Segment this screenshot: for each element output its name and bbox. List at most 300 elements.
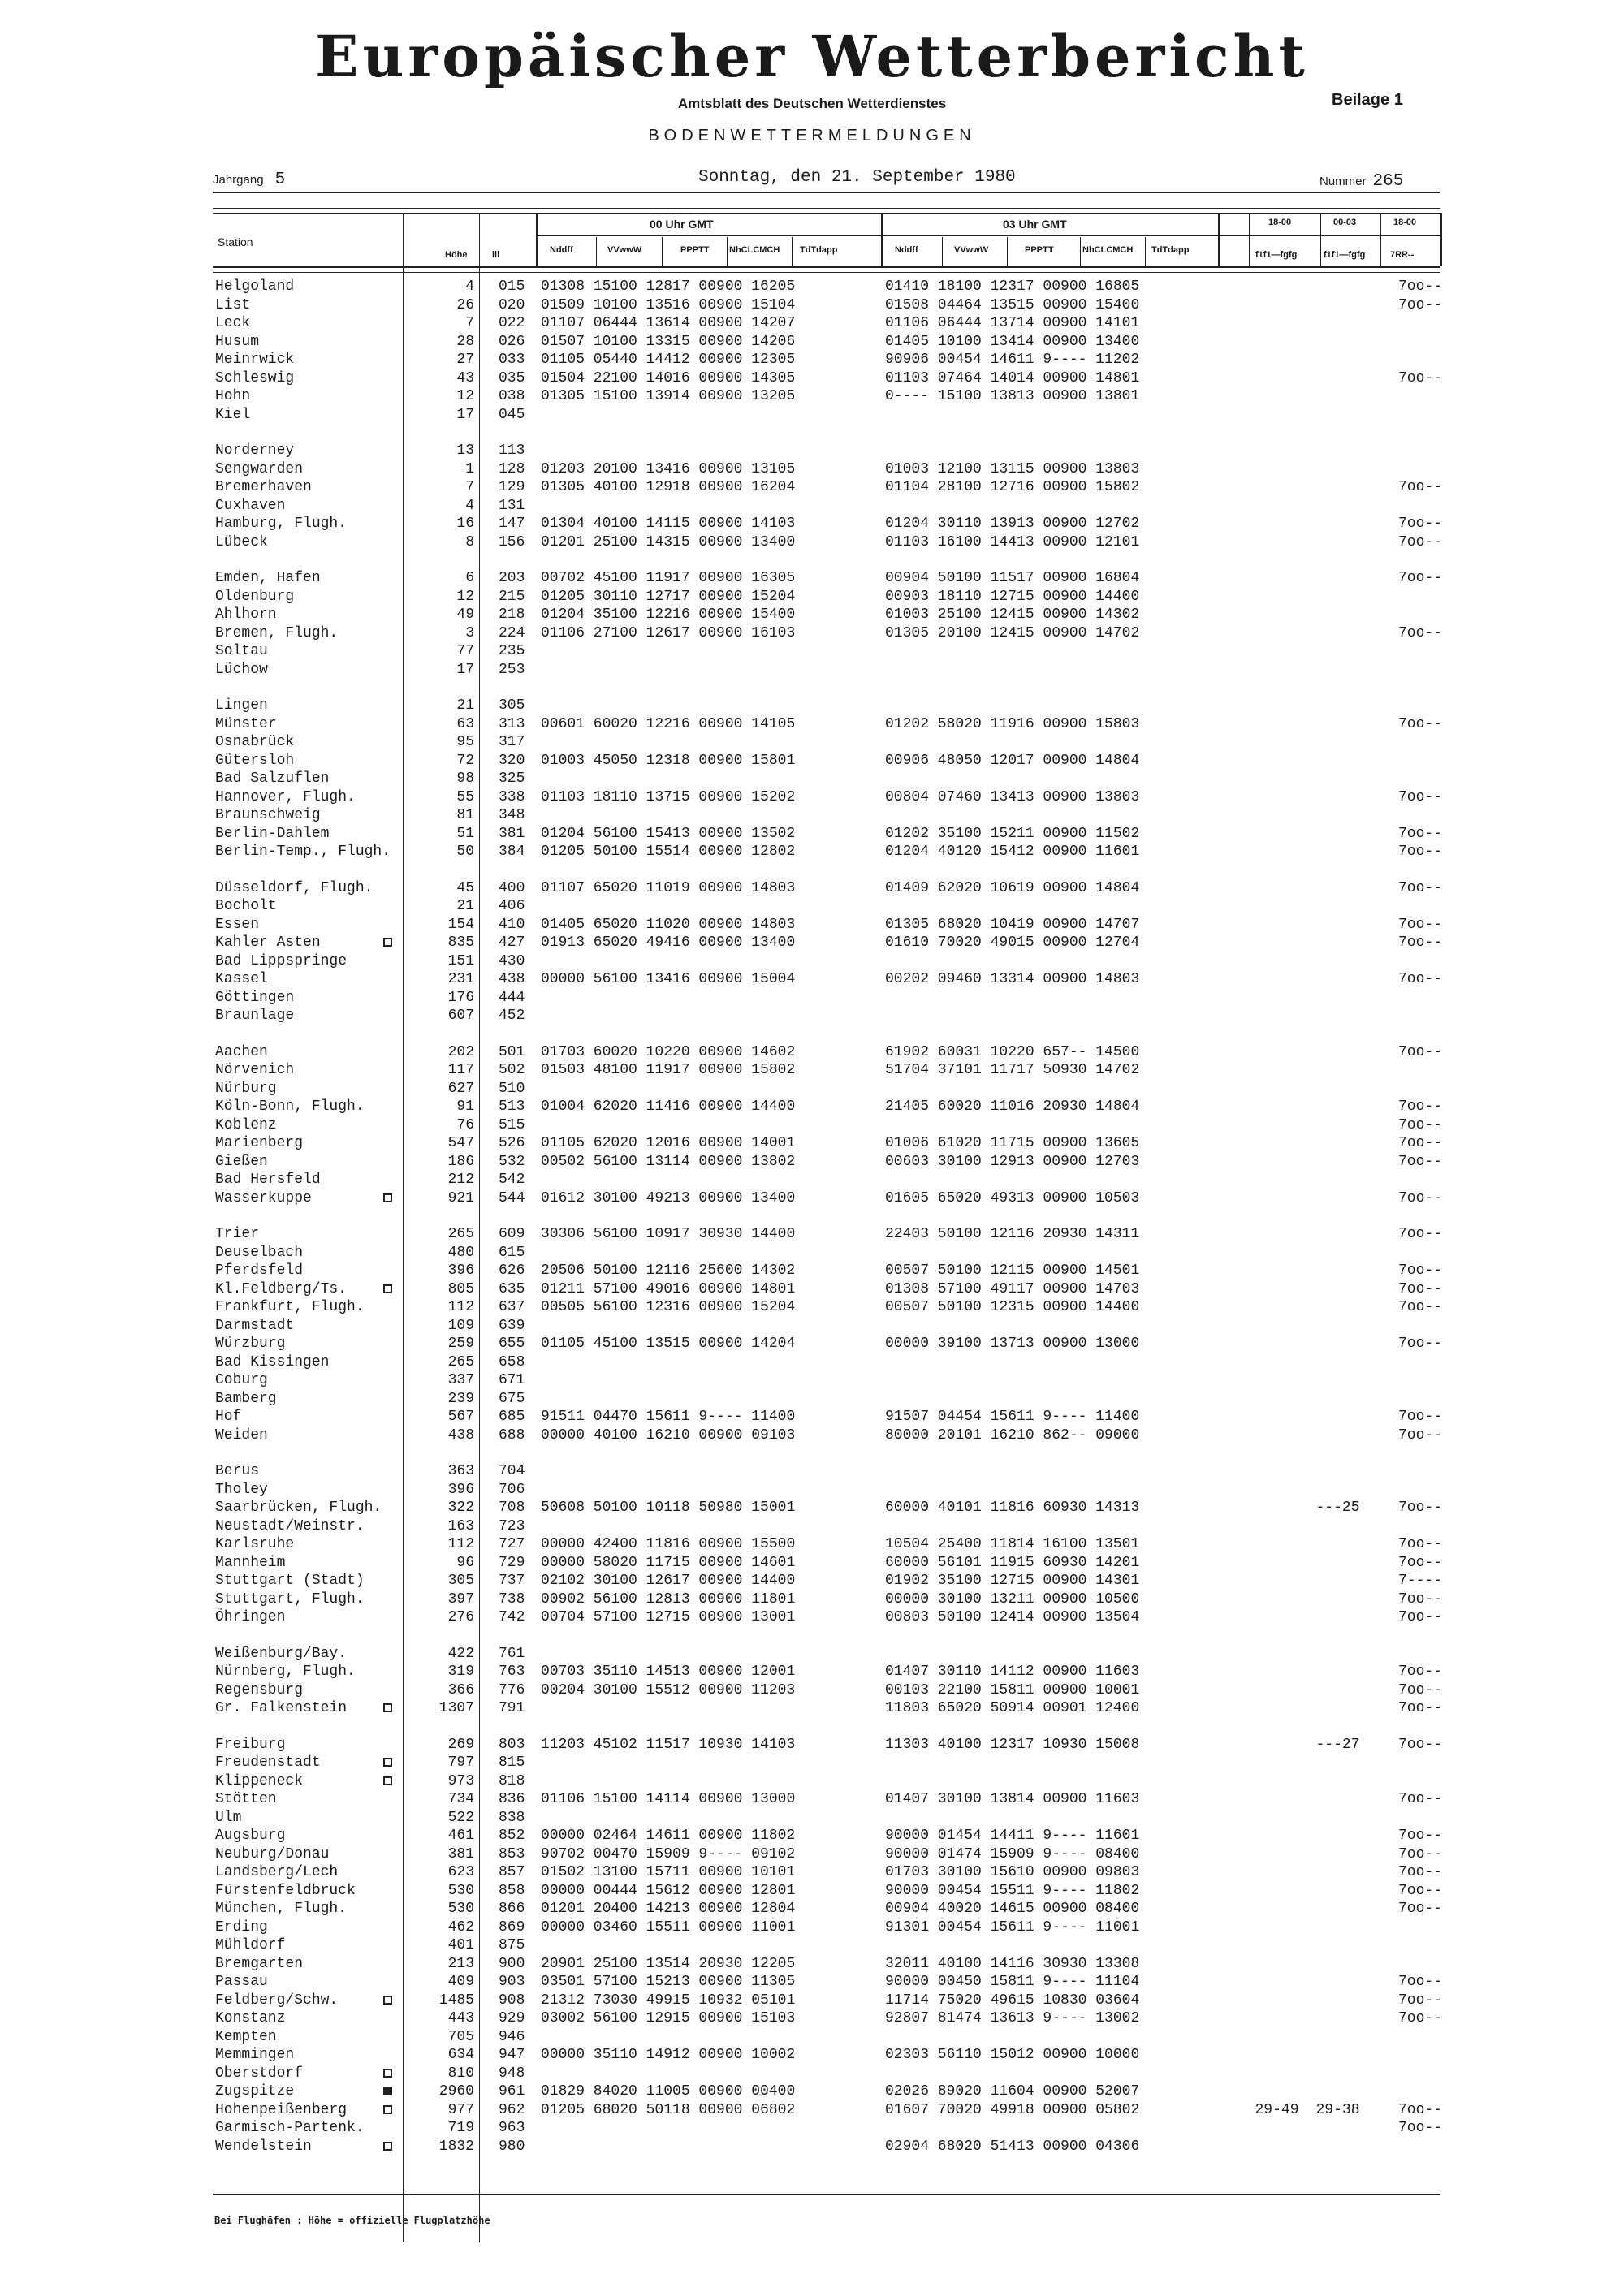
- station-iii: 875: [499, 1937, 525, 1953]
- station-iii: 869: [499, 1919, 525, 1936]
- obs-00-utc: 91511 04470 15611 9---- 11400: [541, 1409, 796, 1425]
- station-name: Weißenburg/Bay.: [215, 1646, 348, 1662]
- station-hoehe: 27: [456, 352, 474, 368]
- station-iii: 406: [499, 898, 525, 914]
- station-name: Kempten: [215, 2029, 277, 2045]
- station-hoehe: 530: [447, 1901, 474, 1917]
- obs-00-utc: 30306 56100 10917 30930 14400: [541, 1226, 796, 1242]
- obs-00-utc: 01107 65020 11019 00900 14803: [541, 880, 796, 896]
- station-name: Wasserkuppe: [215, 1190, 312, 1206]
- obs-03-utc: 00000 30100 13211 00900 10500: [885, 1591, 1140, 1608]
- obs-00-utc: 01405 65020 11020 00900 14803: [541, 917, 796, 933]
- obs-03-utc: 91301 00454 15611 9---- 11001: [885, 1919, 1140, 1936]
- obs-03-utc: 90000 00454 15511 9---- 11802: [885, 1883, 1140, 1899]
- station-name: Erding: [215, 1919, 268, 1936]
- station-name: Sengwarden: [215, 461, 304, 477]
- station-iii: 147: [499, 516, 525, 532]
- table-row: [0, 1335, 1624, 1353]
- obs-03-utc: 01006 61020 11715 00900 13605: [885, 1135, 1140, 1151]
- obs-00-utc: 01103 18110 13715 00900 15202: [541, 789, 796, 805]
- station-hoehe: 112: [447, 1536, 474, 1552]
- obs-03-utc: 51704 37101 11717 50930 14702: [885, 1062, 1140, 1078]
- table-row: [0, 1171, 1624, 1189]
- station-name: Konstanz: [215, 2010, 286, 2026]
- obs-03-utc: 01410 18100 12317 00900 16805: [885, 278, 1140, 295]
- table-row: [0, 1827, 1624, 1845]
- station-hoehe: 623: [447, 1864, 474, 1880]
- station-hoehe: 45: [456, 880, 474, 896]
- station-name: Kiel: [215, 407, 251, 423]
- station-iii: 852: [499, 1828, 525, 1844]
- station-name: Bremgarten: [215, 1956, 304, 1972]
- precip-group: 7oo--: [1397, 1974, 1442, 1990]
- station-name: Oldenburg: [215, 589, 295, 605]
- table-row: [0, 1663, 1624, 1681]
- station-hoehe: 81: [456, 807, 474, 823]
- table-row: [0, 989, 1624, 1007]
- obs-00-utc: 01913 65020 49416 00900 13400: [541, 934, 796, 951]
- station-name: List: [215, 297, 251, 313]
- table-row: [0, 1900, 1624, 1918]
- table-row: [0, 1790, 1624, 1808]
- obs-00-utc: 01205 68020 50118 00900 06802: [541, 2102, 796, 2118]
- precip-group: 7oo--: [1397, 1190, 1442, 1206]
- station-name: Regensburg: [215, 1682, 304, 1698]
- station-hoehe: 705: [447, 2029, 474, 2045]
- obs-03-utc: 00103 22100 15811 00900 10001: [885, 1682, 1140, 1698]
- filled-square-marker: [383, 2087, 392, 2095]
- station-name: Kahler Asten: [215, 934, 321, 951]
- station-iii: 723: [499, 1518, 525, 1534]
- station-iii: 858: [499, 1883, 525, 1899]
- jahrgang-label: Jahrgang: [213, 173, 264, 187]
- obs-00-utc: 11203 45102 11517 10930 14103: [541, 1737, 796, 1753]
- station-iii: 675: [499, 1391, 525, 1407]
- obs-00-utc: 00505 56100 12316 00900 15204: [541, 1299, 796, 1315]
- precip-group: 7oo--: [1397, 1536, 1442, 1552]
- station-iii: 761: [499, 1646, 525, 1662]
- station-iii: 609: [499, 1226, 525, 1242]
- station-iii: 129: [499, 479, 525, 495]
- station-hoehe: 96: [456, 1555, 474, 1571]
- obs-03-utc: 22403 50100 12116 20930 14311: [885, 1226, 1140, 1242]
- station-iii: 908: [499, 1992, 525, 2009]
- precip-group: 7oo--: [1397, 1299, 1442, 1315]
- obs-00-utc: 01204 35100 12216 00900 15400: [541, 606, 796, 623]
- station-iii: 727: [499, 1536, 525, 1552]
- station-hoehe: 401: [447, 1937, 474, 1953]
- header-03-uhr: 03 Uhr GMT: [1003, 218, 1067, 231]
- nummer: [1320, 172, 1403, 191]
- table-row: [0, 1408, 1624, 1426]
- station-name: Hamburg, Flugh.: [215, 516, 348, 532]
- precip-group: 7oo--: [1397, 1555, 1442, 1571]
- station-name: Cuxhaven: [215, 498, 286, 514]
- table-row: [0, 333, 1624, 351]
- station-iii: 963: [499, 2120, 525, 2136]
- station-hoehe: 16: [456, 516, 474, 532]
- obs-00-utc: 00000 58020 11715 00900 14601: [541, 1555, 796, 1571]
- table-row: [0, 1863, 1624, 1881]
- station-iii: 706: [499, 1482, 525, 1498]
- precip-group: 7oo--: [1397, 1828, 1442, 1844]
- table-row: [0, 1754, 1624, 1772]
- jahrgang-value: 5: [274, 170, 286, 189]
- obs-00-utc: 00000 02464 14611 00900 11802: [541, 1828, 796, 1844]
- station-name: Memmingen: [215, 2047, 295, 2063]
- obs-03-utc: 01204 30110 13913 00900 12702: [885, 516, 1140, 532]
- station-hoehe: 363: [447, 1463, 474, 1479]
- precip-group: 7oo--: [1397, 1700, 1442, 1716]
- square-marker: [383, 1284, 392, 1293]
- station-name: Gießen: [215, 1154, 268, 1170]
- station-name: Gütersloh: [215, 753, 295, 769]
- table-row: [0, 351, 1624, 369]
- obs-03-utc: 80000 20101 16210 862-- 09000: [885, 1427, 1140, 1444]
- obs-03-utc: 02303 56110 15012 00900 10000: [885, 2047, 1140, 2063]
- table-row: [0, 1608, 1624, 1626]
- station-name: Tholey: [215, 1482, 268, 1498]
- station-name: Hof: [215, 1409, 242, 1425]
- station-iii: 038: [499, 388, 525, 404]
- precip-group: 7oo--: [1397, 516, 1442, 532]
- station-iii: 815: [499, 1754, 525, 1771]
- station-name: Karlsruhe: [215, 1536, 295, 1552]
- station-hoehe: 4: [465, 498, 474, 514]
- table-row: [0, 442, 1624, 460]
- table-row: [0, 1134, 1624, 1152]
- obs-00-utc: 01612 30100 49213 00900 13400: [541, 1190, 796, 1206]
- table-row: [0, 1353, 1624, 1371]
- station-name: Braunschweig: [215, 807, 321, 823]
- station-hoehe: 462: [447, 1919, 474, 1936]
- precip-group: 7oo--: [1397, 917, 1442, 933]
- precip-group: 7oo--: [1397, 1682, 1442, 1698]
- station-name: Göttingen: [215, 990, 295, 1006]
- precip-group: 7oo--: [1397, 1044, 1442, 1060]
- station-name: Emden, Hafen: [215, 570, 321, 586]
- header-period-3-sub: 7RR--: [1390, 250, 1415, 260]
- station-iii: 738: [499, 1591, 525, 1608]
- station-name: Soltau: [215, 643, 268, 659]
- obs-03-utc: 00903 18110 12715 00900 14400: [885, 589, 1140, 605]
- station-name: Essen: [215, 917, 260, 933]
- header-00-col-3: PPPTT: [680, 245, 710, 255]
- station-name: Lübeck: [215, 534, 268, 550]
- station-name: Lüchow: [215, 662, 268, 678]
- station-name: Nürnberg, Flugh.: [215, 1664, 356, 1680]
- station-hoehe: 305: [447, 1573, 474, 1589]
- station-hoehe: 567: [447, 1409, 474, 1425]
- table-row: [0, 2046, 1624, 2064]
- station-name: Öhringen: [215, 1609, 286, 1625]
- station-hoehe: 202: [447, 1044, 474, 1060]
- obs-03-utc: 00906 48050 12017 00900 14804: [885, 753, 1140, 769]
- square-marker: [383, 1193, 392, 1202]
- obs-03-utc: 60000 40101 11816 60930 14313: [885, 1500, 1140, 1516]
- station-iii: 400: [499, 880, 525, 896]
- obs-03-utc: 00507 50100 12315 00900 14400: [885, 1299, 1140, 1315]
- header-period-1-sub: f1f1—fgfg: [1255, 250, 1298, 260]
- square-marker: [383, 1758, 392, 1767]
- table-row: [0, 1809, 1624, 1827]
- table-row: [0, 879, 1624, 897]
- station-hoehe: 627: [447, 1081, 474, 1097]
- station-hoehe: 797: [447, 1754, 474, 1771]
- obs-03-utc: 01106 06444 13714 00900 14101: [885, 315, 1140, 331]
- station-hoehe: 337: [447, 1372, 474, 1388]
- obs-00-utc: 01003 45050 12318 00900 15801: [541, 753, 796, 769]
- obs-03-utc: 01610 70020 49015 00900 12704: [885, 934, 1140, 951]
- header-period-2-sub: f1f1—fgfg: [1324, 250, 1366, 260]
- header-00-uhr: 00 Uhr GMT: [650, 218, 714, 231]
- station-name: Helgoland: [215, 278, 295, 295]
- station-name: Trier: [215, 1226, 260, 1242]
- station-hoehe: 231: [447, 971, 474, 987]
- station-iii: 501: [499, 1044, 525, 1060]
- station-hoehe: 734: [447, 1791, 474, 1807]
- station-hoehe: 7: [465, 315, 474, 331]
- precip-group: 7oo--: [1397, 1500, 1442, 1516]
- header-hoehe: Höhe: [445, 250, 468, 260]
- obs-00-utc: 01201 20400 14213 00900 12804: [541, 1901, 796, 1917]
- obs-03-utc: 00603 30100 12913 00900 12703: [885, 1154, 1140, 1170]
- obs-00-utc: 20506 50100 12116 25600 14302: [541, 1262, 796, 1279]
- obs-03-utc: 01003 12100 13115 00900 13803: [885, 461, 1140, 477]
- station-iii: 515: [499, 1117, 525, 1133]
- table-row: [0, 1772, 1624, 1790]
- table-row: [0, 588, 1624, 606]
- obs-00-utc: 01105 45100 13515 00900 14204: [541, 1336, 796, 1352]
- precip-group: 7oo--: [1397, 297, 1442, 313]
- station-hoehe: 396: [447, 1262, 474, 1279]
- station-name: Koblenz: [215, 1117, 277, 1133]
- table-row: [0, 843, 1624, 861]
- station-name: Würzburg: [215, 1336, 286, 1352]
- station-hoehe: 51: [456, 826, 474, 842]
- precip-group: 7oo--: [1397, 1737, 1442, 1753]
- station-name: Oberstdorf: [215, 2065, 304, 2082]
- table-row: [0, 1153, 1624, 1171]
- station-name: Bremerhaven: [215, 479, 312, 495]
- table-row: [0, 752, 1624, 770]
- precip-group: 7----: [1397, 1573, 1442, 1589]
- station-name: Nürburg: [215, 1081, 277, 1097]
- station-iii: 203: [499, 570, 525, 586]
- obs-03-utc: 01202 58020 11916 00900 15803: [885, 716, 1140, 732]
- station-hoehe: 265: [447, 1226, 474, 1242]
- obs-03-utc: 01003 25100 12415 00900 14302: [885, 606, 1140, 623]
- square-marker: [383, 2105, 392, 2114]
- station-hoehe: 43: [456, 370, 474, 386]
- obs-03-utc: 10504 25400 11814 16100 13501: [885, 1536, 1140, 1552]
- station-iii: 427: [499, 934, 525, 951]
- table-row: [0, 952, 1624, 970]
- table-row: [0, 1080, 1624, 1098]
- obs-03-utc: 00507 50100 12115 00900 14501: [885, 1262, 1140, 1279]
- obs-03-utc: 00904 50100 11517 00900 16804: [885, 570, 1140, 586]
- station-hoehe: 77: [456, 643, 474, 659]
- station-hoehe: 213: [447, 1956, 474, 1972]
- table-row: [0, 897, 1624, 915]
- header-rule-thin: [213, 208, 1440, 209]
- obs-03-utc: 01407 30110 14112 00900 11603: [885, 1664, 1140, 1680]
- station-iii: 838: [499, 1810, 525, 1826]
- precip-group: 7oo--: [1397, 1262, 1442, 1279]
- table-row: [0, 661, 1624, 679]
- station-name: Kl.Feldberg/Ts.: [215, 1281, 348, 1297]
- station-name: Zugspitze: [215, 2083, 295, 2100]
- station-hoehe: 438: [447, 1427, 474, 1444]
- document-title: Europäischer Wetterbericht: [315, 23, 1309, 90]
- obs-03-utc: 01103 16100 14413 00900 12101: [885, 534, 1140, 550]
- obs-00-utc: 01305 15100 13914 00900 13205: [541, 388, 796, 404]
- station-iii: 410: [499, 917, 525, 933]
- station-name: Bad Salzuflen: [215, 770, 330, 787]
- station-iii: 658: [499, 1354, 525, 1370]
- station-hoehe: 26: [456, 297, 474, 313]
- obs-00-utc: 01107 06444 13614 00900 14207: [541, 315, 796, 331]
- station-name: Meinrwick: [215, 352, 295, 368]
- square-marker: [383, 1703, 392, 1712]
- table-row: [0, 533, 1624, 551]
- table-row: [0, 1992, 1624, 2009]
- table-row: [0, 296, 1624, 314]
- square-marker: [383, 1776, 392, 1785]
- station-hoehe: 322: [447, 1500, 474, 1516]
- station-iii: 635: [499, 1281, 525, 1297]
- header-iii: iii: [492, 250, 500, 260]
- station-name: Bad Hersfeld: [215, 1172, 321, 1188]
- station-iii: 320: [499, 753, 525, 769]
- header-00-col-2: VVwwW: [607, 245, 642, 255]
- station-name: Freudenstadt: [215, 1754, 321, 1771]
- station-hoehe: 112: [447, 1299, 474, 1315]
- station-name: Schleswig: [215, 370, 295, 386]
- station-iii: 526: [499, 1135, 525, 1151]
- station-iii: 438: [499, 971, 525, 987]
- obs-03-utc: 01405 10100 13414 00900 13400: [885, 334, 1140, 350]
- obs-03-utc: 11803 65020 50914 00901 12400: [885, 1700, 1140, 1716]
- header-03-col-2: VVwwW: [954, 245, 989, 255]
- obs-03-utc: 01308 57100 49117 00900 14703: [885, 1281, 1140, 1297]
- gust-00-03: 29-38: [1315, 2102, 1360, 2118]
- station-name: Gr. Falkenstein: [215, 1700, 348, 1716]
- station-hoehe: 607: [447, 1008, 474, 1024]
- station-hoehe: 835: [447, 934, 474, 951]
- table-row: [0, 1936, 1624, 1954]
- obs-00-utc: 00000 40100 16210 00900 09103: [541, 1427, 796, 1444]
- station-iii: 015: [499, 278, 525, 295]
- station-iii: 444: [499, 990, 525, 1006]
- station-name: Aachen: [215, 1044, 268, 1060]
- station-hoehe: 8: [465, 534, 474, 550]
- station-hoehe: 17: [456, 662, 474, 678]
- station-iii: 948: [499, 2065, 525, 2082]
- station-iii: 502: [499, 1062, 525, 1078]
- table-row: [0, 2065, 1624, 2082]
- station-hoehe: 21: [456, 898, 474, 914]
- table-row: [0, 1043, 1624, 1061]
- table-row: [0, 569, 1624, 587]
- obs-00-utc: 01105 62020 12016 00900 14001: [541, 1135, 796, 1151]
- station-name: Braunlage: [215, 1008, 295, 1024]
- station-name: Bocholt: [215, 898, 277, 914]
- table-row: [0, 515, 1624, 533]
- station-iii: 946: [499, 2029, 525, 2045]
- station-iii: 381: [499, 826, 525, 842]
- station-iii: 128: [499, 461, 525, 477]
- station-hoehe: 1307: [438, 1700, 474, 1716]
- header-period-2: 00-03: [1333, 218, 1357, 227]
- square-marker: [383, 1996, 392, 2005]
- station-iii: 947: [499, 2047, 525, 2063]
- station-iii: 742: [499, 1609, 525, 1625]
- obs-03-utc: 01407 30100 13814 00900 11603: [885, 1791, 1140, 1807]
- table-row: [0, 2138, 1624, 2156]
- station-hoehe: 91: [456, 1098, 474, 1115]
- station-hoehe: 921: [447, 1190, 474, 1206]
- obs-00-utc: 00000 03460 15511 00900 11001: [541, 1919, 796, 1936]
- station-name: Münster: [215, 716, 277, 732]
- obs-03-utc: 01103 07464 14014 00900 14801: [885, 370, 1140, 386]
- obs-00-utc: 01205 30110 12717 00900 15204: [541, 589, 796, 605]
- table-row: [0, 1845, 1624, 1863]
- station-iii: 929: [499, 2010, 525, 2026]
- obs-03-utc: 01202 35100 15211 00900 11502: [885, 826, 1140, 842]
- station-hoehe: 422: [447, 1646, 474, 1662]
- station-iii: 776: [499, 1682, 525, 1698]
- table-row: [0, 825, 1624, 843]
- station-hoehe: 1485: [438, 1992, 474, 2009]
- precip-group: 7oo--: [1397, 1883, 1442, 1899]
- precip-group: 7oo--: [1397, 370, 1442, 386]
- station-iii: 020: [499, 297, 525, 313]
- station-iii: 791: [499, 1700, 525, 1716]
- station-name: Lingen: [215, 697, 268, 714]
- table-row: [0, 788, 1624, 806]
- table-row: [0, 369, 1624, 387]
- obs-03-utc: 01902 35100 12715 00900 14301: [885, 1573, 1140, 1589]
- station-iii: 655: [499, 1336, 525, 1352]
- issue-date: Sonntag, den 21. September 1980: [698, 168, 1016, 187]
- station-iii: 903: [499, 1974, 525, 1990]
- station-iii: 045: [499, 407, 525, 423]
- station-hoehe: 176: [447, 990, 474, 1006]
- station-hoehe: 530: [447, 1883, 474, 1899]
- obs-00-utc: 03002 56100 12915 00900 15103: [541, 2010, 796, 2026]
- obs-03-utc: 00000 39100 13713 00900 13000: [885, 1336, 1140, 1352]
- table-row: [0, 1189, 1624, 1207]
- obs-00-utc: 00204 30100 15512 00900 11203: [541, 1682, 796, 1698]
- station-iii: 962: [499, 2102, 525, 2118]
- obs-03-utc: 32011 40100 14116 30930 13308: [885, 1956, 1140, 1972]
- obs-03-utc: 61902 60031 10220 657-- 14500: [885, 1044, 1140, 1060]
- obs-03-utc: 01409 62020 10619 00900 14804: [885, 880, 1140, 896]
- obs-00-utc: 00000 35110 14912 00900 10002: [541, 2047, 796, 2063]
- precip-group: 7oo--: [1397, 716, 1442, 732]
- station-iii: 348: [499, 807, 525, 823]
- station-hoehe: 461: [447, 1828, 474, 1844]
- station-hoehe: 443: [447, 2010, 474, 2026]
- section-title: BODENWETTERMELDUNGEN: [648, 127, 976, 145]
- station-iii: 224: [499, 625, 525, 641]
- station-hoehe: 6: [465, 570, 474, 586]
- table-row: [0, 1590, 1624, 1608]
- precip-group: 7oo--: [1397, 1098, 1442, 1115]
- footnote: Bei Flughäfen : Höhe = offizielle Flugplatzhöhe: [214, 2215, 490, 2226]
- station-hoehe: 12: [456, 388, 474, 404]
